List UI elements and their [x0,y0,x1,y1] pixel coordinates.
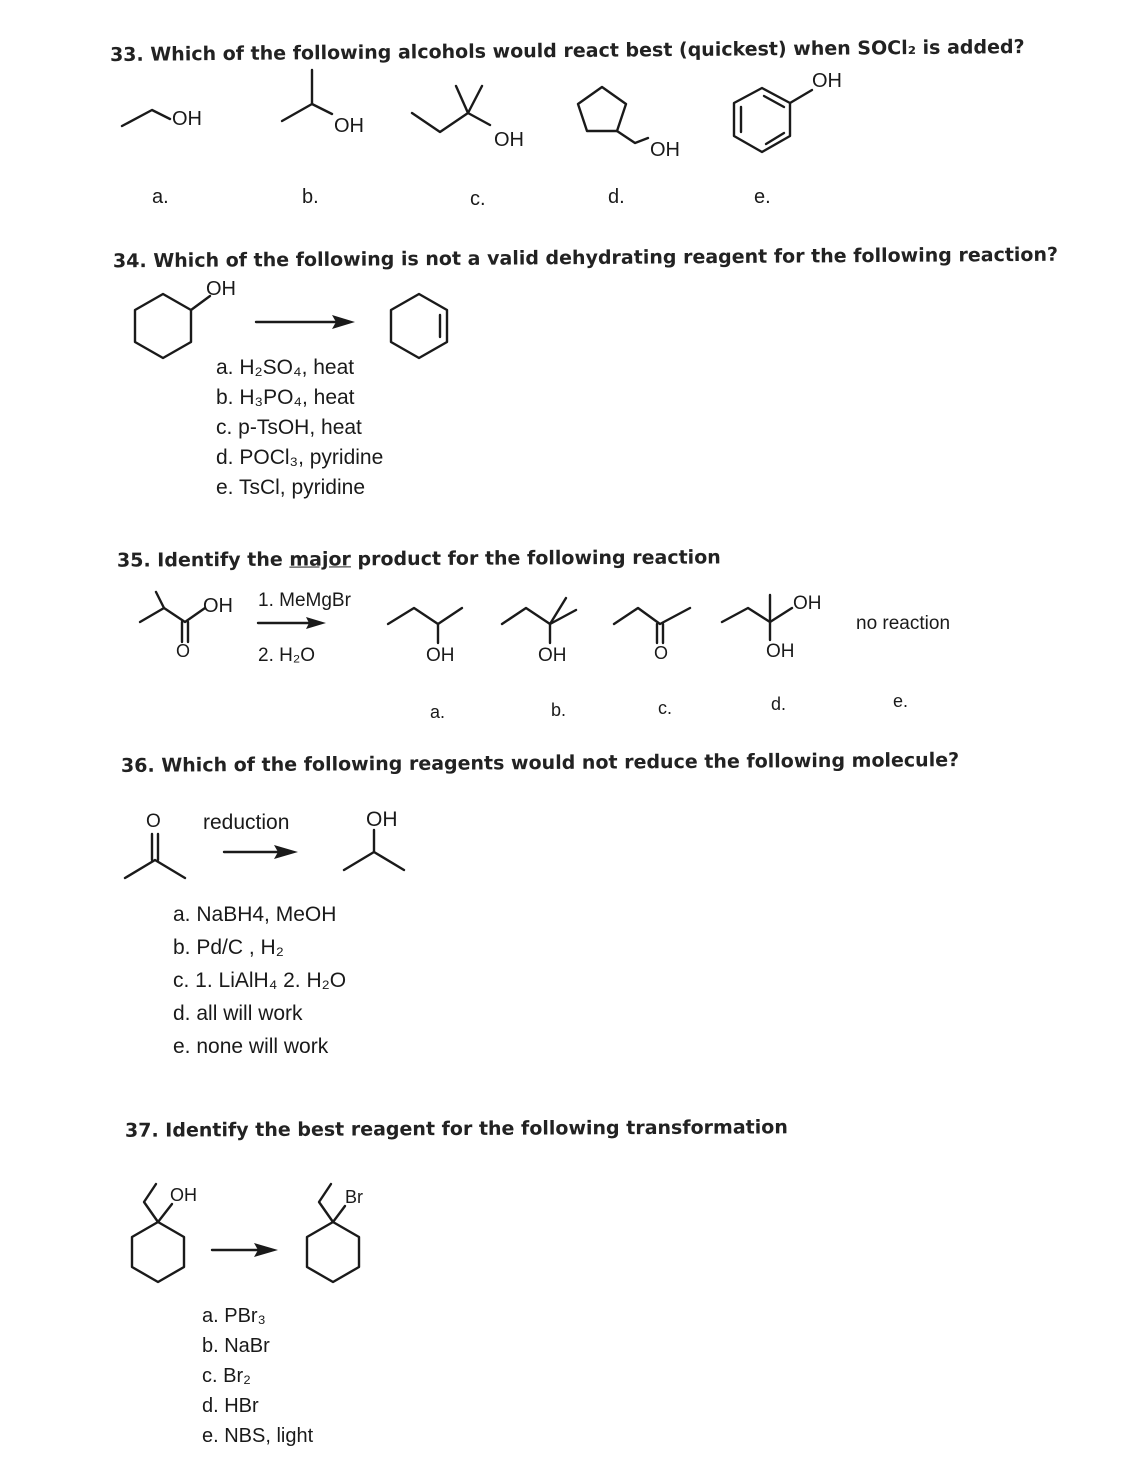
q36-reactant [125,834,185,878]
q36-option-b[interactable]: b. Pd/C , H₂ [173,936,284,959]
q36-option-e[interactable]: e. none will work [173,1035,329,1058]
q35-atom-a: OH [426,645,455,666]
q35-atom-d-bottom: OH [766,641,795,662]
q36-option-d[interactable]: d. all will work [173,1002,303,1025]
q35-label-e[interactable]: e. [893,691,909,711]
q33-molecule-c [412,86,490,132]
q37-option-e[interactable]: e. NBS, light [202,1425,314,1447]
q34-arrow [256,315,355,329]
q37-atom-oh: OH [170,1185,197,1205]
question-34: 34. Which of the following is not a valid dehydrating reagent for the following reaction? [112,243,1059,273]
q35-text-pre: 35. Identify the [116,548,290,572]
q35-product-c [614,608,690,643]
q35-arrow [258,617,326,629]
q36-atom-o: O [146,811,161,832]
q37-option-d[interactable]: d. HBr [202,1395,259,1417]
q33-label-c[interactable]: c. [470,188,486,210]
q37-option-a[interactable]: a. PBr₃ [202,1305,266,1327]
q34-option-a[interactable]: a. H₂SO₄, heat [216,356,355,379]
q33-atom-d: OH [650,139,680,161]
q36-product [344,830,404,870]
q35-label-a[interactable]: a. [430,702,446,722]
q35-product-b [502,598,576,643]
q35-start-oh: OH [203,595,233,617]
q34-option-c[interactable]: c. p-TsOH, heat [216,416,362,439]
q36-arrow-label: reduction [203,811,290,834]
q35-atom-b: OH [538,645,567,666]
q33-label-d[interactable]: d. [608,186,625,208]
q37-option-c[interactable]: c. Br₂ [202,1365,251,1387]
q35-no-reaction: no reaction [856,613,951,634]
q35-start-o: O [176,641,191,661]
q34-product [391,294,447,358]
q33-label-b[interactable]: b. [302,186,319,208]
q35-reactant [140,592,205,642]
q37-atom-br: Br [345,1187,363,1207]
q35-atom-c: O [654,643,669,663]
q33-label-e[interactable]: e. [754,186,771,208]
q35-text-post: product for the following reaction [350,546,721,571]
q35-text-major: major [289,548,351,571]
q33-label-a[interactable]: a. [152,186,169,208]
q37-option-b[interactable]: b. NaBr [202,1335,270,1357]
q35-reagent-1: 1. MeMgBr [258,590,351,611]
q34-reactant [135,294,210,358]
q34-option-b[interactable]: b. H₃PO₄, heat [216,386,355,409]
q35-atom-d-top: OH [793,593,822,614]
q34-option-d[interactable]: d. POCl₃, pyridine [216,446,384,469]
q33-molecule-b [282,70,332,121]
q33-molecule-e [734,88,812,152]
q36-option-a[interactable]: a. NaBH4, MeOH [173,903,337,926]
q33-atom-c: OH [494,129,524,151]
q33-atom-a: OH [172,108,202,130]
question-36: 36. Which of the following reagents would not reduce the following molecule? [120,749,960,777]
question-35 [117,546,721,571]
question-37: 37. Identify the best reagent for the following transformation [124,1116,788,1142]
q35-label-d[interactable]: d. [771,694,787,714]
q36-option-c[interactable]: c. 1. LiAlH₄ 2. H₂O [173,969,347,992]
q33-atom-e: OH [812,70,842,92]
question-33: 33. Which of the following alcohols would react best (quickest) when SOCl₂ is added? [109,36,1025,66]
q34-option-e[interactable]: e. TsCl, pyridine [216,476,366,499]
q35-label-c[interactable]: c. [658,698,673,718]
q35-product-d [722,595,792,640]
q35-reagent-2: 2. H₂O [258,645,315,666]
q36-atom-oh: OH [366,808,398,831]
q33-molecule-a [122,110,170,126]
q33-atom-b: OH [334,115,364,137]
q33-molecule-d [578,87,648,143]
q34-atom-oh: OH [206,278,236,300]
q37-arrow [212,1243,278,1257]
q36-arrow [224,845,298,859]
q35-product-a [388,608,462,643]
q35-label-b[interactable]: b. [551,700,567,720]
